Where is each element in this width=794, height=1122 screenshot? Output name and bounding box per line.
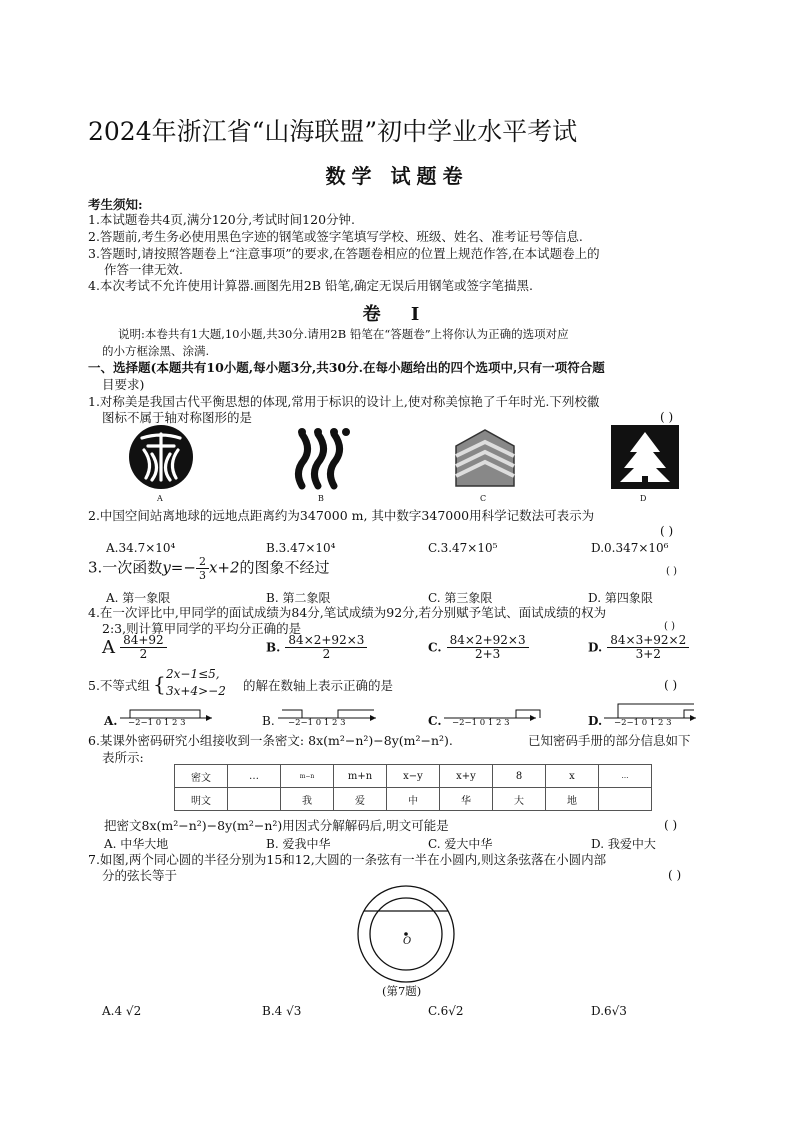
q4-line-1: 4.在一次评比中,甲同学的面试成绩为84分,笔试成绩为92分,若分别赋予笔试、面试成绩的权为 — [88, 605, 607, 620]
q4-option-a-label: A — [102, 637, 115, 658]
q5-suffix: 的解在数轴上表示正确的是 — [243, 678, 394, 693]
q5-brace: { — [153, 672, 166, 696]
q3-stem — [88, 555, 330, 582]
section-heading-cont: 目要求) — [102, 377, 145, 392]
q4-b-den: 2 — [322, 647, 331, 661]
q5-option-a-label: A. — [104, 714, 118, 728]
q4-d-num: 84×3+92×2 — [607, 634, 689, 648]
q1-line-2: 图标不属于轴对称图形的是 — [102, 410, 253, 425]
notice-item-3: 3.答题时,请按照答题卷上“注意事项”的要求,在答题卷相应的位置上规范作答,在本试题卷上的 — [88, 246, 600, 261]
q4-option-b-frac — [285, 634, 367, 661]
q4-a-den: 2 — [139, 647, 148, 661]
q4-b-num: 84×2+92×3 — [285, 634, 367, 648]
q5-prefix: 5.不等式组 — [88, 678, 150, 693]
q5-option-b-ticks: −2−1 0 1 2 3 — [288, 718, 346, 728]
q4-option-b-label: B. — [266, 640, 281, 655]
center-label: O — [403, 936, 412, 947]
emblem-d-image — [610, 424, 680, 490]
q5-answer-paren: ( ) — [664, 678, 678, 692]
plain-cell: 爱 — [334, 788, 387, 811]
q7-option-a: A.4 √2 — [102, 1004, 142, 1018]
q2-option-b: B.3.47×10⁴ — [266, 541, 336, 555]
q3-prefix: 3.一次函数 — [88, 558, 163, 577]
q1-line-1: 1.对称美是我国古代平衡思想的体现,常用于标识的设计上,使对称美惊艳了千年时光.下列校徽 — [88, 394, 600, 409]
cipher-cell: x−y — [387, 765, 440, 788]
paper-subtitle: 数学 试题卷 — [325, 164, 469, 188]
q6-option-b: B. 爱我中华 — [266, 837, 331, 851]
q6-option-d: D. 我爱中大 — [591, 837, 656, 851]
q7-option-c: C.6√2 — [428, 1004, 464, 1018]
plain-cell: 大 — [493, 788, 546, 811]
plain-cell — [228, 788, 281, 811]
q3-option-d: D. 第四象限 — [588, 591, 653, 605]
q6-option-a: A. 中华大地 — [104, 837, 169, 851]
emblem-b-label: B — [318, 494, 324, 503]
emblem-c-image — [452, 426, 518, 490]
q7-line-2: 分的弦长等于 — [102, 868, 178, 883]
q5-option-b-label: B. — [262, 714, 275, 728]
q7-option-b: B.4 √3 — [262, 1004, 302, 1018]
q3-frac-den: 3 — [198, 569, 206, 582]
instructions-line-1: 说明:本卷共有1大题,10小题,共30分.请用2B 铅笔在“答题卷”上将你认为正确的选项对应 — [118, 327, 569, 341]
q7-line-1: 7.如图,两个同心圆的半径分别为15和12,大圆的一条弦有一半在小圆内,则这条弦落在小圆内部 — [88, 852, 607, 867]
cipher-table — [174, 764, 652, 811]
q5-option-d-ticks: −2−1 0 1 2 3 — [614, 718, 672, 728]
q6-line-2: 表所示: — [102, 750, 144, 765]
concentric-circles-figure — [356, 884, 456, 984]
cipher-cell: 密文 — [175, 765, 228, 788]
cipher-row — [175, 765, 652, 788]
q3-y: y — [162, 558, 171, 577]
plain-cell: 地 — [546, 788, 599, 811]
emblem-c-label: C — [480, 494, 487, 503]
q3-answer-paren: ( ) — [666, 566, 677, 577]
cipher-cell: x+y — [440, 765, 493, 788]
instructions-line-2: 的小方框涂黑、涂满. — [102, 344, 210, 358]
q3-frac-num: 2 — [196, 555, 209, 569]
q4-option-c-label: C. — [428, 640, 442, 655]
q4-option-d-frac — [607, 634, 689, 661]
q3-option-c: C. 第三象限 — [428, 591, 493, 605]
emblem-a-label: A — [157, 494, 163, 503]
plain-cell: 明文 — [175, 788, 228, 811]
q4-answer-paren: ( ) — [664, 621, 675, 632]
section-heading: 一、选择题(本题共有10小题,每小题3分,共30分.在每小题给出的四个选项中,只有一项符合题 — [88, 360, 605, 375]
q3-option-a: A. 第一象限 — [106, 591, 171, 605]
q2-text: 2.中国空间站离地球的远地点距离约为347000 m, 其中数字347000用科学记数法可表示为 — [88, 508, 595, 523]
q3-rest: x+2 — [208, 558, 240, 577]
q4-c-num: 84×2+92×3 — [447, 634, 529, 648]
emblem-b-image — [290, 424, 356, 490]
figure-7-caption: (第7题) — [382, 984, 422, 998]
q3-fraction — [196, 555, 209, 582]
q4-option-b — [266, 634, 367, 661]
cipher-cell: m+n — [334, 765, 387, 788]
q3-suffix: 的图象不经过 — [239, 558, 330, 577]
plain-cell: 我 — [281, 788, 334, 811]
q5-ineq-2: 3x+4>−2 — [166, 684, 226, 698]
q2-option-c: C.3.47×10⁵ — [428, 541, 498, 555]
q7-option-d: D.6√3 — [591, 1004, 627, 1018]
q3-option-b: B. 第二象限 — [266, 591, 331, 605]
q4-d-den: 3+2 — [635, 647, 661, 661]
plain-cell: 中 — [387, 788, 440, 811]
q4-a-num: 84+92 — [120, 634, 167, 648]
cipher-cell: 8 — [493, 765, 546, 788]
cipher-cell: … — [228, 765, 281, 788]
cipher-cell: m−n — [281, 765, 334, 788]
q4-option-c-frac — [447, 634, 529, 661]
volume-heading: 卷 I — [362, 304, 432, 325]
notice-item-1: 1.本试题卷共4页,满分120分,考试时间120分钟. — [88, 212, 356, 227]
exam-title: 2024年浙江省“山海联盟”初中学业水平考试 — [88, 117, 578, 146]
q7-answer-paren: ( ) — [668, 868, 682, 882]
q2-option-a: A.34.7×10⁴ — [106, 541, 176, 555]
q2-option-d: D.0.347×10⁶ — [591, 541, 669, 555]
q6-option-c: C. 爱大中华 — [428, 837, 493, 851]
notice-heading: 考生须知: — [88, 197, 143, 212]
cipher-cell: x — [546, 765, 599, 788]
emblem-a-image — [128, 424, 194, 490]
q5-option-d-label: D. — [588, 714, 603, 728]
q6-line-3: 把密文8x(m²−n²)−8y(m²−n²)用因式分解解码后,明文可能是 — [104, 818, 449, 833]
q2-answer-paren: ( ) — [660, 524, 674, 538]
q4-option-d — [588, 634, 689, 661]
q4-option-d-label: D. — [588, 640, 603, 655]
q3-eq: =− — [170, 558, 196, 577]
cipher-cell: … — [599, 765, 652, 788]
plain-cell: 华 — [440, 788, 493, 811]
q4-option-a-frac — [120, 634, 167, 661]
q4-option-c — [428, 634, 529, 661]
q4-line-2: 2:3,则计算甲同学的平均分正确的是 — [102, 621, 302, 636]
q5-option-c-label: C. — [428, 714, 442, 728]
q6-line-1: 6.某课外密码研究小组接收到一条密文: 8x(m²−n²)−8y(m²−n²). — [88, 733, 453, 748]
notice-item-3-cont: 作答一律无效. — [104, 262, 183, 277]
plain-row — [175, 788, 652, 811]
plain-cell — [599, 788, 652, 811]
notice-item-4: 4.本次考试不允许使用计算器.画图先用2B 铅笔,确定无误后用钢笔或签字笔描黑. — [88, 278, 533, 293]
q5-option-c-ticks: −2−1 0 1 2 3 — [452, 718, 510, 728]
q5-option-a-ticks: −2−1 0 1 2 3 — [128, 718, 186, 728]
q6-answer-paren: ( ) — [664, 818, 678, 832]
emblem-d-label: D — [640, 494, 647, 503]
notice-item-2: 2.答题前,考生务必使用黑色字迹的钢笔或签字笔填写学校、班级、姓名、准考证号等信息. — [88, 229, 583, 244]
q5-ineq-1: 2x−1≤5, — [166, 667, 220, 681]
q1-answer-paren: ( ) — [660, 410, 674, 424]
q6-line-1b: 已知密码手册的部分信息如下 — [528, 733, 691, 748]
q4-c-den: 2+3 — [474, 647, 501, 661]
q4-option-a — [102, 634, 167, 661]
